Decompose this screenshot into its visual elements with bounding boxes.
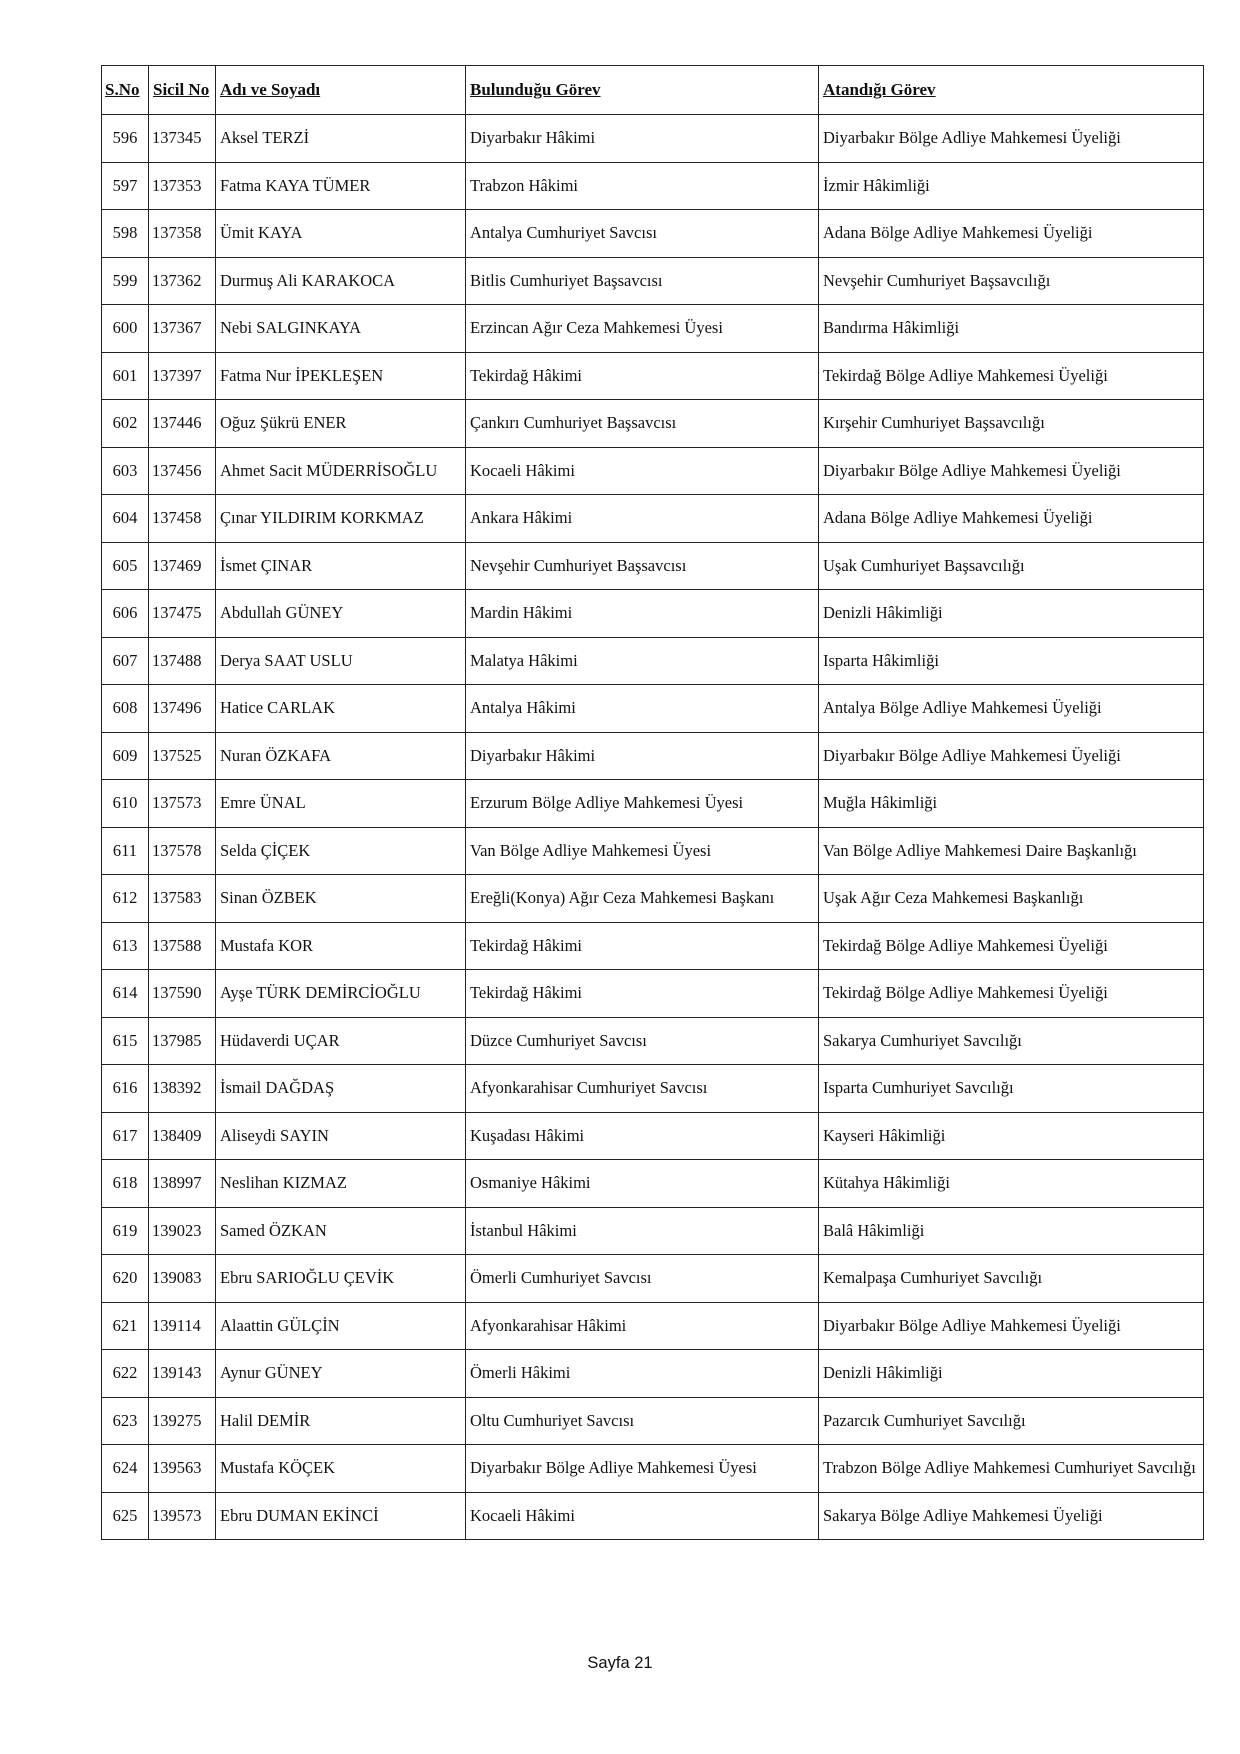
table-row <box>102 1160 1204 1208</box>
cell-sno: 596 <box>102 115 149 163</box>
cell-sno: 609 <box>102 732 149 780</box>
cell-name: Ahmet Sacit MÜDERRİSOĞLU <box>216 447 466 495</box>
cell-current-position: Van Bölge Adliye Mahkemesi Üyesi <box>466 827 819 875</box>
cell-sno: 611 <box>102 827 149 875</box>
cell-current-position: Bitlis Cumhuriyet Başsavcısı <box>466 257 819 305</box>
cell-sno: 597 <box>102 162 149 210</box>
cell-sicil-no: 138997 <box>149 1160 216 1208</box>
cell-assigned-position: İzmir Hâkimliği <box>819 162 1204 210</box>
cell-assigned-position: Isparta Hâkimliği <box>819 637 1204 685</box>
cell-sno: 616 <box>102 1065 149 1113</box>
cell-name: Sinan ÖZBEK <box>216 875 466 923</box>
cell-sicil-no: 137458 <box>149 495 216 543</box>
cell-sicil-no: 139573 <box>149 1492 216 1540</box>
cell-assigned-position: Balâ Hâkimliği <box>819 1207 1204 1255</box>
cell-name: Fatma KAYA TÜMER <box>216 162 466 210</box>
table-row <box>102 400 1204 448</box>
cell-assigned-position: Diyarbakır Bölge Adliye Mahkemesi Üyeliği <box>819 447 1204 495</box>
cell-current-position: Kocaeli Hâkimi <box>466 1492 819 1540</box>
cell-sicil-no: 137985 <box>149 1017 216 1065</box>
cell-sicil-no: 137583 <box>149 875 216 923</box>
cell-sno: 615 <box>102 1017 149 1065</box>
cell-sicil-no: 138409 <box>149 1112 216 1160</box>
cell-assigned-position: Trabzon Bölge Adliye Mahkemesi Cumhuriyet Savcılığı <box>819 1445 1204 1493</box>
cell-assigned-position: Denizli Hâkimliği <box>819 1350 1204 1398</box>
cell-assigned-position: Pazarcık Cumhuriyet Savcılığı <box>819 1397 1204 1445</box>
cell-current-position: Düzce Cumhuriyet Savcısı <box>466 1017 819 1065</box>
cell-current-position: Diyarbakır Hâkimi <box>466 115 819 163</box>
cell-current-position: Afyonkarahisar Cumhuriyet Savcısı <box>466 1065 819 1113</box>
cell-current-position: Osmaniye Hâkimi <box>466 1160 819 1208</box>
cell-assigned-position: Antalya Bölge Adliye Mahkemesi Üyeliği <box>819 685 1204 733</box>
cell-sicil-no: 137353 <box>149 162 216 210</box>
cell-name: Çınar YILDIRIM KORKMAZ <box>216 495 466 543</box>
cell-name: Fatma Nur İPEKLEŞEN <box>216 352 466 400</box>
cell-sno: 603 <box>102 447 149 495</box>
table-body <box>102 115 1204 1540</box>
cell-assigned-position: Uşak Ağır Ceza Mahkemesi Başkanlığı <box>819 875 1204 923</box>
cell-current-position: Afyonkarahisar Hâkimi <box>466 1302 819 1350</box>
cell-sicil-no: 139143 <box>149 1350 216 1398</box>
cell-name: Alaattin GÜLÇİN <box>216 1302 466 1350</box>
cell-assigned-position: Tekirdağ Bölge Adliye Mahkemesi Üyeliği <box>819 352 1204 400</box>
page-number: Sayfa 21 <box>587 1654 653 1672</box>
cell-assigned-position: Adana Bölge Adliye Mahkemesi Üyeliği <box>819 210 1204 258</box>
cell-name: Mustafa KÖÇEK <box>216 1445 466 1493</box>
cell-name: Durmuş Ali KARAKOCA <box>216 257 466 305</box>
table-row <box>102 352 1204 400</box>
cell-current-position: Nevşehir Cumhuriyet Başsavcısı <box>466 542 819 590</box>
cell-sicil-no: 139275 <box>149 1397 216 1445</box>
cell-sno: 625 <box>102 1492 149 1540</box>
cell-assigned-position: Kırşehir Cumhuriyet Başsavcılığı <box>819 400 1204 448</box>
table-row <box>102 210 1204 258</box>
cell-name: Halil DEMİR <box>216 1397 466 1445</box>
cell-sno: 602 <box>102 400 149 448</box>
cell-sno: 613 <box>102 922 149 970</box>
cell-sno: 617 <box>102 1112 149 1160</box>
cell-assigned-position: Sakarya Cumhuriyet Savcılığı <box>819 1017 1204 1065</box>
cell-name: Oğuz Şükrü ENER <box>216 400 466 448</box>
table-row <box>102 732 1204 780</box>
cell-sicil-no: 137588 <box>149 922 216 970</box>
cell-sno: 622 <box>102 1350 149 1398</box>
cell-name: Samed ÖZKAN <box>216 1207 466 1255</box>
cell-current-position: Ankara Hâkimi <box>466 495 819 543</box>
cell-sno: 598 <box>102 210 149 258</box>
cell-current-position: Kuşadası Hâkimi <box>466 1112 819 1160</box>
cell-sno: 623 <box>102 1397 149 1445</box>
cell-current-position: Tekirdağ Hâkimi <box>466 970 819 1018</box>
cell-current-position: Oltu Cumhuriyet Savcısı <box>466 1397 819 1445</box>
cell-sno: 619 <box>102 1207 149 1255</box>
cell-assigned-position: Adana Bölge Adliye Mahkemesi Üyeliği <box>819 495 1204 543</box>
cell-sicil-no: 139083 <box>149 1255 216 1303</box>
cell-current-position: Malatya Hâkimi <box>466 637 819 685</box>
cell-current-position: Antalya Cumhuriyet Savcısı <box>466 210 819 258</box>
cell-sicil-no: 137367 <box>149 305 216 353</box>
cell-name: Nuran ÖZKAFA <box>216 732 466 780</box>
table-row <box>102 542 1204 590</box>
cell-sicil-no: 139563 <box>149 1445 216 1493</box>
cell-name: Ümit KAYA <box>216 210 466 258</box>
cell-assigned-position: Tekirdağ Bölge Adliye Mahkemesi Üyeliği <box>819 970 1204 1018</box>
cell-name: Derya SAAT USLU <box>216 637 466 685</box>
cell-current-position: Antalya Hâkimi <box>466 685 819 733</box>
cell-sno: 621 <box>102 1302 149 1350</box>
header-sicil-no: Sicil No <box>149 66 216 115</box>
cell-assigned-position: Muğla Hâkimliği <box>819 780 1204 828</box>
cell-sicil-no: 137362 <box>149 257 216 305</box>
table-header-row <box>102 66 1204 115</box>
cell-assigned-position: Kütahya Hâkimliği <box>819 1160 1204 1208</box>
table-row <box>102 1397 1204 1445</box>
header-sno: S.No <box>102 66 149 115</box>
cell-assigned-position: Sakarya Bölge Adliye Mahkemesi Üyeliği <box>819 1492 1204 1540</box>
header-name: Adı ve Soyadı <box>216 66 466 115</box>
cell-assigned-position: Isparta Cumhuriyet Savcılığı <box>819 1065 1204 1113</box>
cell-sno: 605 <box>102 542 149 590</box>
table-row <box>102 827 1204 875</box>
table-row <box>102 1207 1204 1255</box>
cell-current-position: Erzincan Ağır Ceza Mahkemesi Üyesi <box>466 305 819 353</box>
cell-sicil-no: 137358 <box>149 210 216 258</box>
cell-current-position: Çankırı Cumhuriyet Başsavcısı <box>466 400 819 448</box>
table-row <box>102 1350 1204 1398</box>
cell-assigned-position: Kemalpaşa Cumhuriyet Savcılığı <box>819 1255 1204 1303</box>
cell-sicil-no: 137446 <box>149 400 216 448</box>
table-row <box>102 1492 1204 1540</box>
cell-sicil-no: 137488 <box>149 637 216 685</box>
cell-sno: 612 <box>102 875 149 923</box>
cell-assigned-position: Denizli Hâkimliği <box>819 590 1204 638</box>
table-row <box>102 1445 1204 1493</box>
table-row <box>102 780 1204 828</box>
cell-sno: 618 <box>102 1160 149 1208</box>
table-row <box>102 495 1204 543</box>
cell-sno: 614 <box>102 970 149 1018</box>
cell-sno: 599 <box>102 257 149 305</box>
cell-assigned-position: Diyarbakır Bölge Adliye Mahkemesi Üyeliği <box>819 732 1204 780</box>
table-row <box>102 305 1204 353</box>
table-row <box>102 115 1204 163</box>
cell-sicil-no: 138392 <box>149 1065 216 1113</box>
cell-sno: 606 <box>102 590 149 638</box>
table-row <box>102 1255 1204 1303</box>
cell-sicil-no: 137525 <box>149 732 216 780</box>
cell-name: Ayşe TÜRK DEMİRCİOĞLU <box>216 970 466 1018</box>
table-row <box>102 637 1204 685</box>
cell-sno: 601 <box>102 352 149 400</box>
cell-sno: 610 <box>102 780 149 828</box>
table-row <box>102 1302 1204 1350</box>
cell-assigned-position: Uşak Cumhuriyet Başsavcılığı <box>819 542 1204 590</box>
cell-name: Aksel TERZİ <box>216 115 466 163</box>
table-row <box>102 875 1204 923</box>
cell-sno: 607 <box>102 637 149 685</box>
cell-sicil-no: 139114 <box>149 1302 216 1350</box>
cell-current-position: Trabzon Hâkimi <box>466 162 819 210</box>
cell-name: İsmet ÇINAR <box>216 542 466 590</box>
cell-name: Hüdaverdi UÇAR <box>216 1017 466 1065</box>
cell-sno: 620 <box>102 1255 149 1303</box>
table-row <box>102 162 1204 210</box>
cell-current-position: Kocaeli Hâkimi <box>466 447 819 495</box>
table-row <box>102 1017 1204 1065</box>
cell-name: Emre ÜNAL <box>216 780 466 828</box>
cell-sicil-no: 137456 <box>149 447 216 495</box>
cell-assigned-position: Tekirdağ Bölge Adliye Mahkemesi Üyeliği <box>819 922 1204 970</box>
cell-current-position: Ömerli Cumhuriyet Savcısı <box>466 1255 819 1303</box>
table-row <box>102 1112 1204 1160</box>
cell-name: Ebru DUMAN EKİNCİ <box>216 1492 466 1540</box>
table-row <box>102 970 1204 1018</box>
table-row <box>102 257 1204 305</box>
cell-name: İsmail DAĞDAŞ <box>216 1065 466 1113</box>
cell-sicil-no: 137475 <box>149 590 216 638</box>
cell-sicil-no: 139023 <box>149 1207 216 1255</box>
cell-current-position: Erzurum Bölge Adliye Mahkemesi Üyesi <box>466 780 819 828</box>
header-current-position: Bulunduğu Görev <box>466 66 819 115</box>
cell-name: Ebru SARIOĞLU ÇEVİK <box>216 1255 466 1303</box>
cell-assigned-position: Bandırma Hâkimliği <box>819 305 1204 353</box>
cell-assigned-position: Diyarbakır Bölge Adliye Mahkemesi Üyeliği <box>819 115 1204 163</box>
cell-current-position: Diyarbakır Hâkimi <box>466 732 819 780</box>
appointments-table <box>101 65 1204 1540</box>
table-row <box>102 685 1204 733</box>
cell-current-position: Diyarbakır Bölge Adliye Mahkemesi Üyesi <box>466 1445 819 1493</box>
cell-sno: 608 <box>102 685 149 733</box>
cell-sicil-no: 137345 <box>149 115 216 163</box>
cell-name: Mustafa KOR <box>216 922 466 970</box>
cell-current-position: Ereğli(Konya) Ağır Ceza Mahkemesi Başkanı <box>466 875 819 923</box>
header-assigned-position: Atandığı Görev <box>819 66 1204 115</box>
cell-sno: 604 <box>102 495 149 543</box>
table-row <box>102 447 1204 495</box>
cell-name: Aynur GÜNEY <box>216 1350 466 1398</box>
cell-sno: 600 <box>102 305 149 353</box>
cell-name: Hatice CARLAK <box>216 685 466 733</box>
cell-name: Neslihan KIZMAZ <box>216 1160 466 1208</box>
cell-current-position: İstanbul Hâkimi <box>466 1207 819 1255</box>
cell-current-position: Ömerli Hâkimi <box>466 1350 819 1398</box>
cell-current-position: Tekirdağ Hâkimi <box>466 352 819 400</box>
cell-sicil-no: 137578 <box>149 827 216 875</box>
cell-name: Aliseydi SAYIN <box>216 1112 466 1160</box>
cell-sicil-no: 137590 <box>149 970 216 1018</box>
cell-assigned-position: Kayseri Hâkimliği <box>819 1112 1204 1160</box>
cell-sicil-no: 137573 <box>149 780 216 828</box>
cell-assigned-position: Diyarbakır Bölge Adliye Mahkemesi Üyeliği <box>819 1302 1204 1350</box>
table-row <box>102 590 1204 638</box>
cell-current-position: Tekirdağ Hâkimi <box>466 922 819 970</box>
cell-sno: 624 <box>102 1445 149 1493</box>
cell-assigned-position: Nevşehir Cumhuriyet Başsavcılığı <box>819 257 1204 305</box>
cell-name: Nebi SALGINKAYA <box>216 305 466 353</box>
cell-sicil-no: 137397 <box>149 352 216 400</box>
cell-name: Selda ÇİÇEK <box>216 827 466 875</box>
table-row <box>102 922 1204 970</box>
cell-assigned-position: Van Bölge Adliye Mahkemesi Daire Başkanlığı <box>819 827 1204 875</box>
cell-sicil-no: 137496 <box>149 685 216 733</box>
table-row <box>102 1065 1204 1113</box>
cell-sicil-no: 137469 <box>149 542 216 590</box>
cell-name: Abdullah GÜNEY <box>216 590 466 638</box>
cell-current-position: Mardin Hâkimi <box>466 590 819 638</box>
